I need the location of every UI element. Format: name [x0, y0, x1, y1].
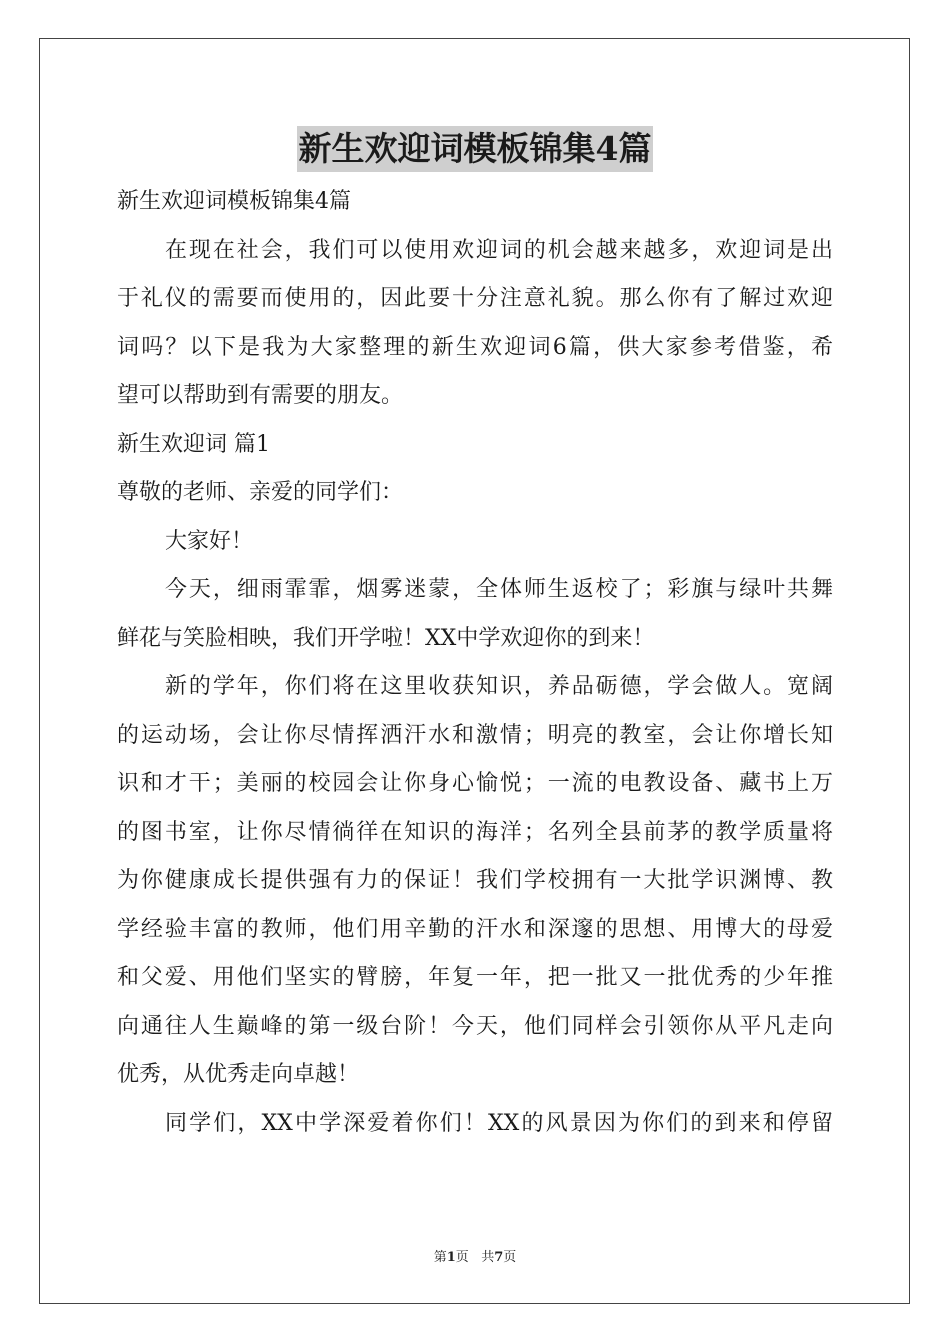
text-line: 和父爱、用他们坚实的臂膀，年复一年，把一批又一批优秀的少年推	[117, 965, 833, 990]
text-line: 的运动场，会让你尽情挥洒汗水和激情；明亮的教室，会让你增长知	[117, 722, 833, 748]
section-heading: 新生欢迎词 篇1	[117, 431, 270, 457]
document-body	[117, 178, 833, 1148]
page-number: 1	[446, 1250, 456, 1265]
text-line: 为你健康成长提供强有力的保证！我们学校拥有一大批学识渊博、教	[117, 868, 833, 893]
text-line: 识和才干；美丽的校园会让你身心愉悦；一流的电教设备、藏书上万	[117, 771, 833, 796]
text-line: 学经验丰富的教师，他们用辛勤的汗水和深邃的思想、用博大的母爱	[117, 916, 833, 942]
text-line: 鲜花与笑脸相映，我们开学啦！XX中学欢迎你的到来！	[117, 625, 655, 651]
text-line: 新生欢迎词模板锦集4篇	[117, 189, 351, 214]
greeting: 大家好！	[165, 528, 254, 554]
text-line: 新的学年，你们将在这里收获知识，养品砺德，学会做人。宽阔	[165, 674, 833, 699]
text-line: 优秀，从优秀走向卓越！	[117, 1062, 360, 1087]
text-line: 今天，细雨霏霏，烟雾迷蒙，全体师生返校了；彩旗与绿叶共舞	[165, 577, 833, 602]
salutation: 尊敬的老师、亲爱的同学们：	[117, 480, 404, 505]
text-line: 向通往人生巅峰的第一级台阶！今天，他们同样会引领你从平凡走向	[117, 1013, 833, 1039]
text-line: 在现在社会，我们可以使用欢迎词的机会越来越多，欢迎词是出	[165, 237, 833, 263]
text-line: 的图书室，让你尽情徜徉在知识的海洋；名列全县前茅的教学质量将	[117, 819, 833, 845]
text-line: 于礼仪的需要而使用的，因此要十分注意礼貌。那么你有了解过欢迎	[117, 286, 833, 311]
text-line: 望可以帮助到有需要的朋友。	[117, 383, 404, 408]
title-container	[0, 126, 950, 172]
total-pages: 7	[494, 1250, 504, 1265]
page-prefix: 第	[433, 1250, 447, 1265]
page-footer	[0, 1246, 950, 1265]
text-line: 词吗？以下是我为大家整理的新生欢迎词6篇，供大家参考借鉴，希	[117, 334, 833, 360]
total-prefix: 共	[481, 1250, 495, 1265]
total-suffix: 页	[503, 1250, 517, 1265]
text-line: 同学们，XX中学深爱着你们！XX的风景因为你们的到来和停留	[165, 1110, 833, 1136]
page-title: 新生欢迎词模板锦集4篇	[297, 126, 654, 172]
page-suffix: 页	[455, 1250, 469, 1265]
